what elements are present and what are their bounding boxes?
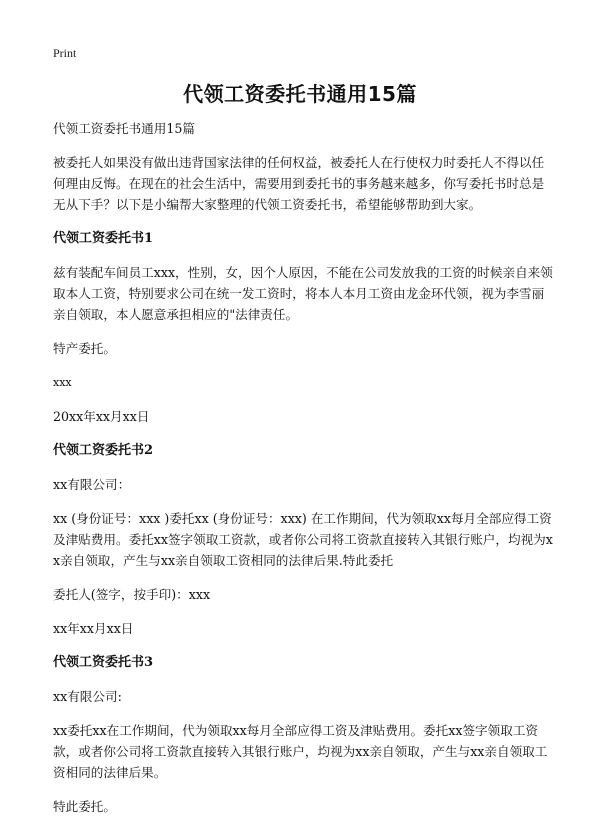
section-2-date: xx年xx月xx日 — [53, 621, 134, 636]
section-1-paragraph-1: 兹有装配车间员工xxx，性别，女，因个人原因，不能在公司发放我的工资的时候亲自来领取本人工资，特别要求公司在统一发工资时，将本人本月工资由龙金环代领，视为李雪丽亲自领取，本人愿意承担相应的"法律责任。 — [53, 265, 553, 322]
section-3-closing: 特此委托。 — [53, 799, 116, 814]
section-heading-3: 代领工资委托书3 — [53, 655, 154, 670]
section-2-recipient: xx有限公司： — [53, 477, 131, 492]
section-1-signer: xxx — [53, 376, 72, 389]
section-1-paragraph-2: 特产委托。 — [53, 341, 116, 356]
section-3-paragraph-body: xx委托xx在工作期间，代为领取xx每月全部应得工资及津贴费用。委托xx签字领取工资款，或者你公司将工资款直接转入其银行账户，均视为xx亲自领取，产生与xx亲自领取工资相同的法律后果。 — [53, 723, 548, 780]
section-heading-1: 代领工资委托书1 — [53, 231, 154, 246]
document-title: 代领工资委托书通用15篇 — [183, 82, 417, 106]
section-3-recipient: xx有限公司: — [53, 689, 122, 704]
intro-paragraph: 被委托人如果没有做出违背国家法律的任何权益，被委托人在行使权力时委托人不得以任何理由反悔。在现在的社会生活中，需要用到委托书的事务越来越多，你写委托书时总是无从下手？以下是小编帮大家整理的代领工资委托书，希望能够帮助到大家。 — [53, 155, 545, 212]
section-2-signature-line: 委托人(签字，按手印)：xxx — [53, 587, 211, 602]
section-1-date: 20xx年xx月xx日 — [53, 409, 150, 424]
print-label: Print — [53, 46, 77, 60]
section-2-paragraph-body: xx (身份证号：xxx )委托xx (身份证号：xxx) 在工作期间，代为领取xx每月全部应得工资及津贴费用。委托xx签字领取工资款，或者你公司将工资款直接转入其银行账户，均视为xx亲自领取，产生与xx亲自领取工资相同的法律后果.特此委托 — [53, 511, 553, 568]
section-heading-2: 代领工资委托书2 — [53, 443, 154, 458]
document-body — [53, 118, 553, 830]
subtitle: 代领工资委托书通用15篇 — [53, 121, 195, 136]
